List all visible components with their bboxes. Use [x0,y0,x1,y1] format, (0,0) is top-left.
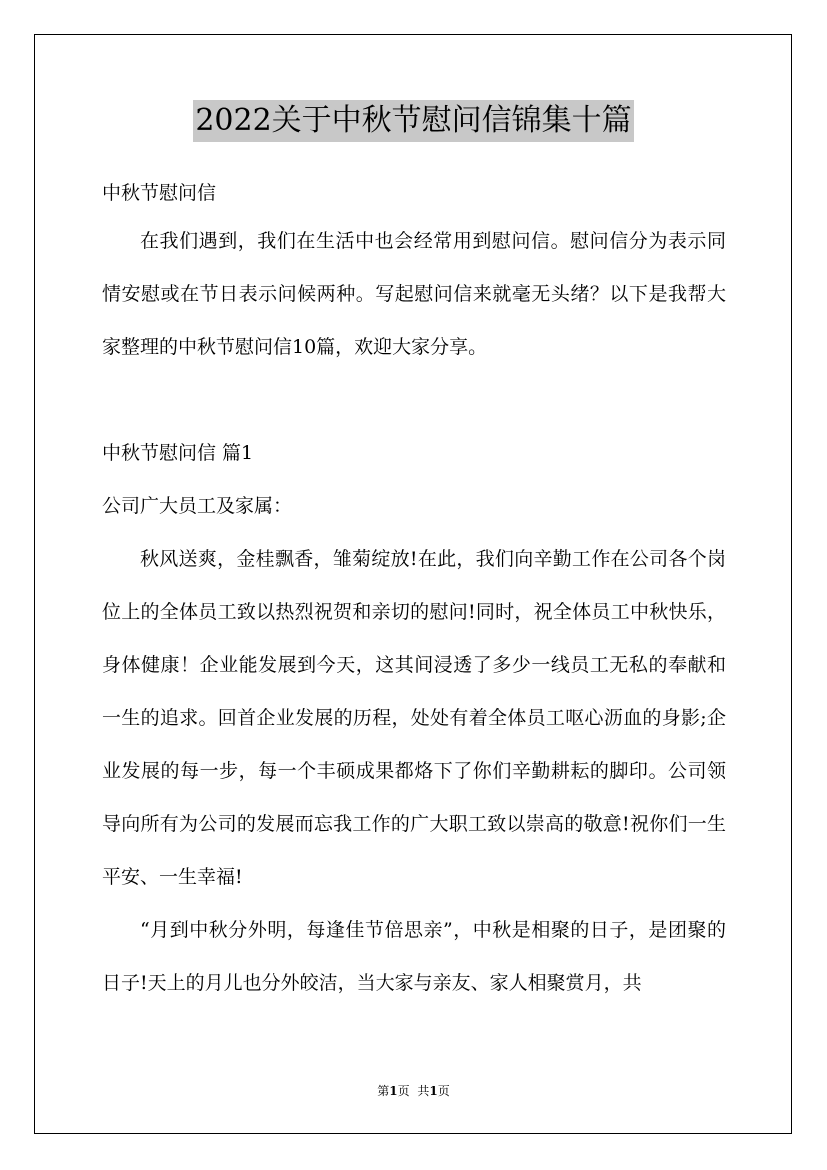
salutation: 公司广大员工及家属： [102,495,293,517]
blank-line [102,374,726,427]
footer-page-number: 1 [389,1084,398,1098]
footer-total-pages: 1 [429,1084,438,1098]
body-paragraph: “月到中秋分外明，每逢佳节倍思亲”，中秋是相聚的日子，是团聚的日子!天上的月儿也分外皎洁，当大家与亲友、家人相聚赏月，共 [102,919,726,994]
footer-page-suffix: 页 [397,1084,410,1098]
title-container [0,100,827,142]
section-label: 中秋节慰问信 [102,182,217,204]
document-title: 2022关于中秋节慰问信锦集十篇 [193,100,633,142]
footer-total-prefix: 共 [417,1084,430,1098]
intro-paragraph: 在我们遇到，我们在生活中也会经常用到慰问信。慰问信分为表示同情安慰或在节日表示问候两种。写起慰问信来就毫无头绪？以下是我帮大家整理的中秋节慰问信10篇，欢迎大家分享。 [102,230,726,358]
document-body [102,171,726,1010]
footer-page-prefix: 第 [377,1084,390,1098]
article-heading: 中秋节慰问信 篇1 [102,442,254,464]
footer-total-suffix: 页 [437,1084,450,1098]
page-footer [0,1083,827,1099]
body-paragraph: 秋风送爽，金桂飘香，雏菊绽放!在此，我们向辛勤工作在公司各个岗位上的全体员工致以热烈祝贺和亲切的慰问!同时，祝全体员工中秋快乐，身体健康！企业能发展到今天，这其间浸透了多少一线员工无私的奉献和一生的追求。回首企业发展的历程，处处有着全体员工呕心沥血的身影;企业发展的每一步，每一个丰硕成果都烙下了你们辛勤耕耘的脚印。公司领导向所有为公司的发展而忘我工作的广大职工致以崇高的敬意!祝你们一生平安、一生幸福! [102,548,726,888]
